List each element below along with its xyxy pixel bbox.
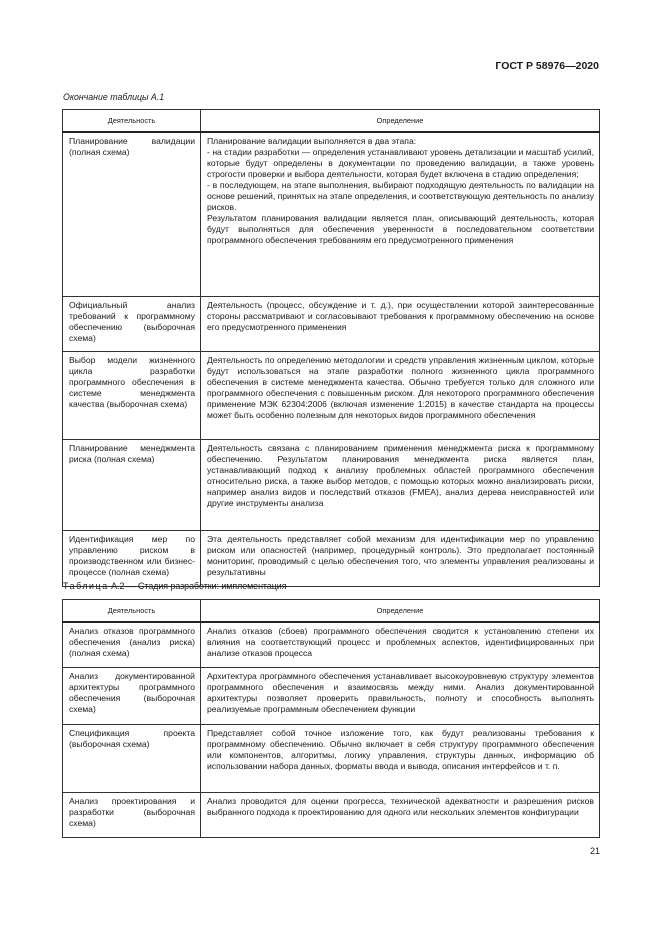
table2-caption-title: А.2 — Стадия разработки: имплементация <box>108 581 287 591</box>
definition-cell <box>201 132 600 296</box>
activity-cell: Анализ проектирования и разработки (выборочная схема) <box>63 792 201 837</box>
activity-cell: Планирование менеджмента риска (полная схема) <box>63 439 201 530</box>
table2-caption-prefix: Таблица <box>63 581 109 591</box>
table1-header-row <box>63 110 600 133</box>
table1-col-activity: Деятельность <box>63 110 201 133</box>
table-row <box>63 667 600 724</box>
definition-paragraph: Результатом планирования валидации является план, описывающий деятельность, которая будут выполняться для обеспечения уверенности в последовательном соответствии программного обеспечения требованиям его предусмотренного применения <box>207 213 594 245</box>
table2-caption <box>63 581 286 592</box>
definition-cell: Эта деятельность представляет собой механизм для идентификации мер по управлению риском или опасностей (например, процедурный контроль). Это предполагает постоянный мониторинг, проводимый с целью обеспечения того, что элементы управления реализованы и результативны <box>201 530 600 586</box>
page-number: 21 <box>589 846 600 856</box>
activity-cell: Идентификация мер по управлению риском в производственном или бизнес-процессе (полная схема) <box>63 530 201 586</box>
table-row <box>63 351 600 439</box>
table-a2 <box>62 599 600 838</box>
table2-col-definition: Определение <box>201 600 600 623</box>
table-row <box>63 439 600 530</box>
definition-cell: Деятельность связана с планированием применения менеджмента риска к программному обеспечению. Результатом планирования менеджмента риска является план, устанавливающий подход к анализу проблемных областей программного обеспечения относительно риска, а также выбор методов, с помощью которых можно анализировать риски, например анализ видов и последствий отказов (FMEA), анализ дерева неисправностей или другие инструменты анализа <box>201 439 600 530</box>
table1-caption: Окончание таблицы А.1 <box>63 92 165 102</box>
definition-paragraph: Планирование валидации выполняется в два этапа: <box>207 136 417 146</box>
activity-cell: Официальный анализ требований к программному обеспечению (выборочная схема) <box>63 296 201 351</box>
table-row <box>63 530 600 586</box>
activity-cell: Спецификация проекта (выборочная схема) <box>63 724 201 792</box>
table-row <box>63 724 600 792</box>
table-row <box>63 792 600 837</box>
definition-paragraph: - на стадии разработки — определения устанавливают уровень детализации и масштаб усилий, которые будут определены в документации по проведению валидации, а также уровень строгости проверки и выбора деятельности, которая будет включена в стадию определения; <box>207 147 594 179</box>
activity-cell: Анализ документированной архитектуры программного обеспечения (выборочная схема) <box>63 667 201 724</box>
activity-cell: Планирование валидации (полная схема) <box>63 132 201 296</box>
standard-designation: ГОСТ Р 58976—2020 <box>495 60 599 72</box>
definition-cell: Деятельность по определению методологии и средств управления жизненным циклом, которые будут использоваться на этапе разработки полного жизненного цикла программного обеспечения в системе менеджмента качества. Обычно требуется только для сложного или программного обеспечения с повышенным риском. Для некоторого программного обеспечения применение МЭК 62304:2006 (включая изменение 1:2015) в качестве стандарта на процессы может быть особенно полезным для некоторых видов программного обеспечения <box>201 351 600 439</box>
table1-col-definition: Определение <box>201 110 600 133</box>
definition-cell: Архитектура программного обеспечения устанавливает высокоуровневую структуру элементов программного обеспечения и взаимосвязь между ними. Анализ документированной архитектуры позволяет проверить правильность, полноту и способность выполнять реализуемые программным обеспечением функции <box>201 667 600 724</box>
table-row <box>63 296 600 351</box>
table2-header-row <box>63 600 600 623</box>
definition-cell: Деятельность (процесс, обсуждение и т. д.), при осуществлении которой заинтересованные стороны рассматривают и согласовывают требования к программному обеспечению на основе его предусмотренного применения <box>201 296 600 351</box>
definition-cell: Анализ отказов (сбоев) программного обеспечения сводится к установлению степени их влияния на соответствующий процесс и проблемных аспектов, идентифицированных при анализе отказов процесса <box>201 622 600 667</box>
activity-cell: Выбор модели жизненного цикла разработки программного обеспечения в системе менеджмента качества (выборочная схема) <box>63 351 201 439</box>
table-a1-end <box>62 109 600 587</box>
definition-cell: Анализ проводится для оценки прогресса, технической адекватности и разрешения рисков выбранного подхода к проектированию для одного или нескольких элементов конфигурации <box>201 792 600 837</box>
definition-cell: Представляет собой точное изложение того, как будут реализованы требования к программному обеспечению. Обычно включает в себя структуру программного обеспечения или компонентов, алгоритмы, логику управления, структуры данных, информацию об использовании набора данных, форматы ввода и вывода, описания интерфейсов и т. п. <box>201 724 600 792</box>
definition-paragraph: - в последующем, на этапе выполнения, выбирают подходящую деятельность по валидации на основе решений, принятых на этапе определения, и соответствующую деятельность по анализу рисков. <box>207 180 594 212</box>
table-row <box>63 132 600 296</box>
table2-col-activity: Деятельность <box>63 600 201 623</box>
table-row <box>63 622 600 667</box>
activity-cell: Анализ отказов программного обеспечения (анализ риска) (полная схема) <box>63 622 201 667</box>
